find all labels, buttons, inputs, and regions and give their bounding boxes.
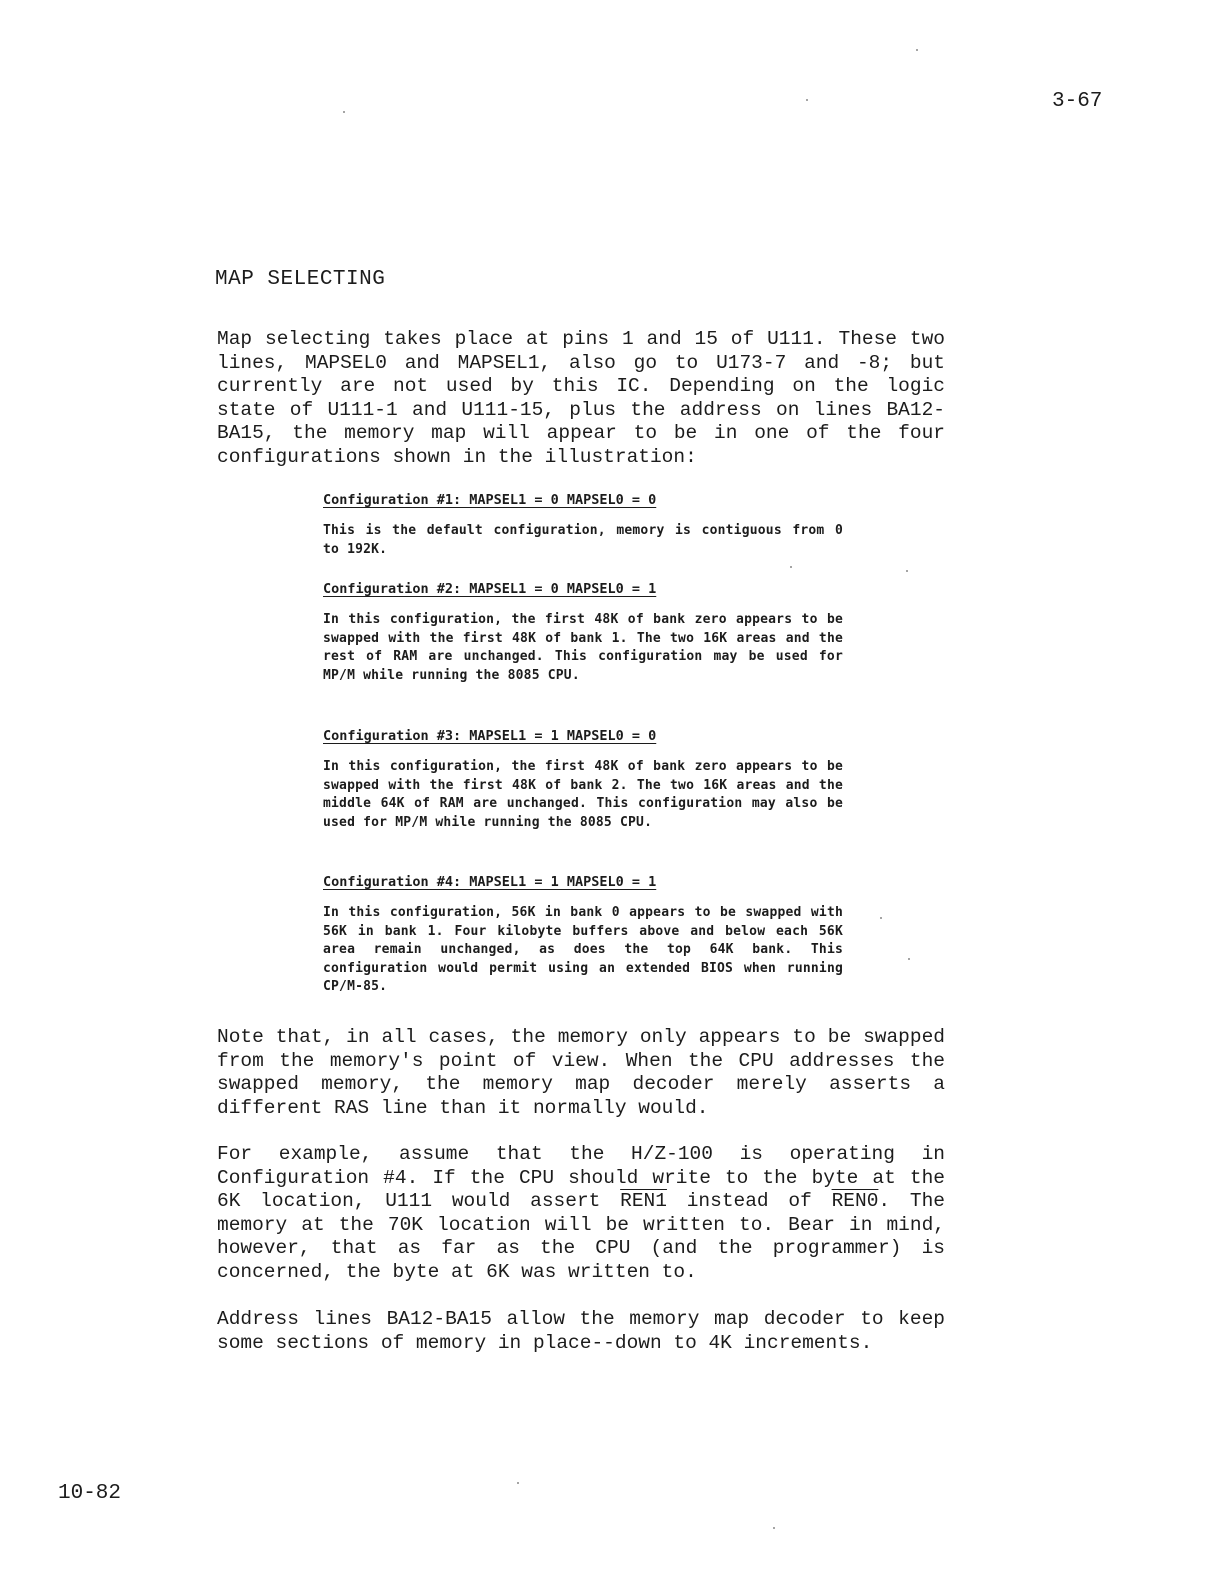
page-number-bottom: 10-82 xyxy=(58,1482,122,1505)
configuration-3 xyxy=(323,728,843,832)
ren1-signal: REN1 xyxy=(620,1190,667,1213)
configuration-description: In this configuration, the first 48K of bank zero appears to be swapped with the first 48K of bank 1. The two 16K areas and the rest of RAM are unchanged. This configuration may be used for MP/M while running the 8085 CPU. xyxy=(323,612,843,683)
scan-speck xyxy=(908,958,910,960)
configuration-description: In this configuration, 56K in bank 0 appears to be swapped with 56K in bank 1. Four kilobyte buffers above and below each 56K area remain unchanged, as does the top 64K bank. This configuration would permit using an extended BIOS when running CP/M-85. xyxy=(323,905,843,995)
note-paragraph: Note that, in all cases, the memory only appears to be swapped from the memory's point of view. When the CPU addresses the swapped memory, the memory map decoder merely asserts a different RAS line than it normally would. xyxy=(217,1026,945,1119)
intro-paragraph: Map selecting takes place at pins 1 and 15 of U111. These two lines, MAPSEL0 and MAPSEL1, also go to U173-7 and -8; but currently are not used by this IC. Depending on the logic state of U111-1 and U111-15, plus the address on lines BA12-BA15, the memory map will appear to be in one of the four configurations shown in the illustration: xyxy=(217,328,945,468)
scan-speck xyxy=(773,1527,775,1529)
scan-speck xyxy=(790,566,792,568)
example-text-before: For example, assume that the H/Z-100 is operating in Configuration #4. If the CPU should write to the byte at the 6K location, U111 would assert xyxy=(217,1143,945,1213)
scan-speck xyxy=(343,111,345,113)
configuration-heading: Configuration #4: MAPSEL1 = 1 MAPSEL0 = 1 xyxy=(323,874,657,890)
section-title: MAP SELECTING xyxy=(215,268,386,291)
example-paragraph xyxy=(217,1143,945,1285)
scan-speck xyxy=(906,570,908,572)
address-paragraph: Address lines BA12-BA15 allow the memory map decoder to keep some sections of memory in place--down to 4K increments. xyxy=(217,1308,945,1354)
example-text-middle: instead of xyxy=(666,1190,832,1213)
page-number-top: 3-67 xyxy=(1052,90,1103,113)
ren0-signal: REN0 xyxy=(831,1190,879,1213)
scan-speck xyxy=(517,1482,519,1484)
configuration-4 xyxy=(323,874,843,997)
configuration-1 xyxy=(323,492,843,559)
scan-speck xyxy=(916,49,918,51)
scan-speck xyxy=(806,99,808,101)
configuration-heading: Configuration #1: MAPSEL1 = 0 MAPSEL0 = 0 xyxy=(323,492,657,508)
configuration-description: In this configuration, the first 48K of bank zero appears to be swapped with the first 48K of bank 2. The two 16K areas and the middle 64K of RAM are unchanged. This configuration may also be used for MP/M while running the 8085 CPU. xyxy=(323,759,843,830)
configuration-2 xyxy=(323,581,843,685)
example-text-after: . The memory at the 70K location will be written to. Bear in mind, however, that as far as the CPU (and the programmer) is concerned, the byte at 6K was written to. xyxy=(217,1190,945,1283)
configuration-heading: Configuration #2: MAPSEL1 = 0 MAPSEL0 = 1 xyxy=(323,581,657,597)
configuration-heading: Configuration #3: MAPSEL1 = 1 MAPSEL0 = 0 xyxy=(323,728,657,744)
configuration-description: This is the default configuration, memory is contiguous from 0 to 192K. xyxy=(323,523,843,557)
scan-speck xyxy=(880,917,882,919)
